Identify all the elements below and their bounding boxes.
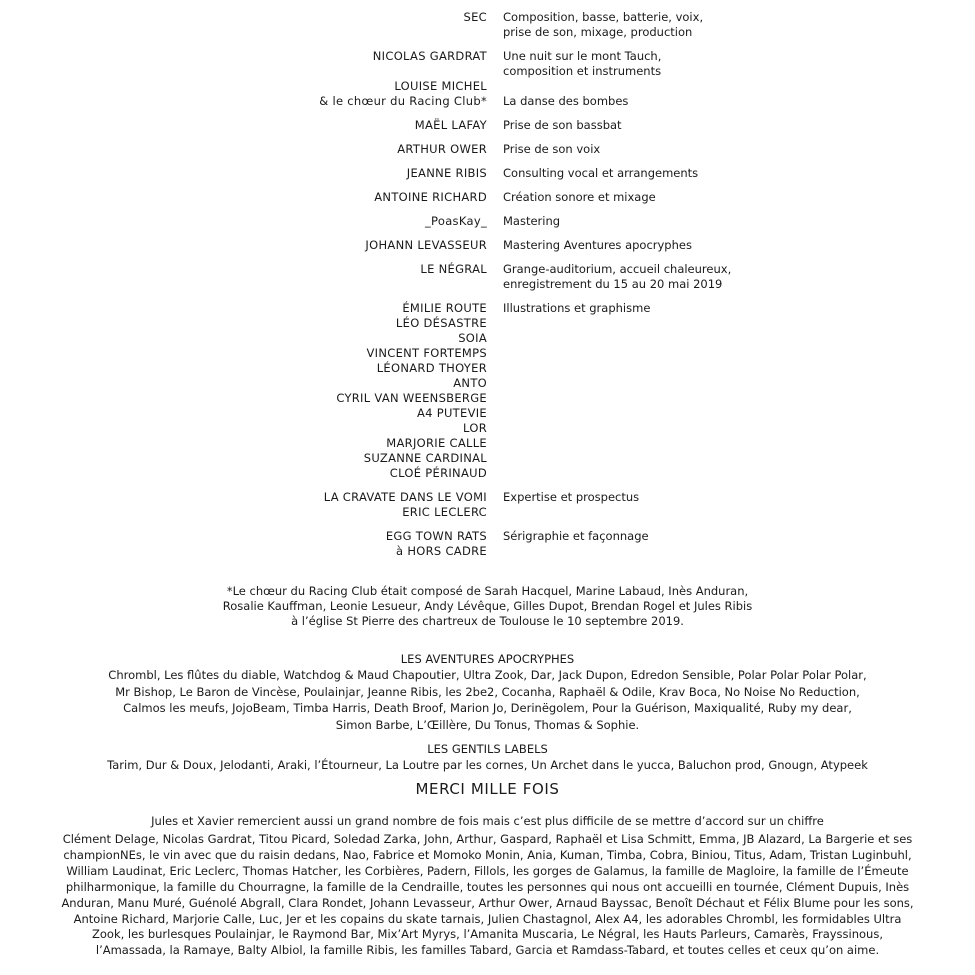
- thanks-line: Anduran, Manu Muré, Guénolé Abgrall, Clara Rondet, Johann Levasseur, Arthur Ower, Arnaud Bayssac, Benoît Déchaut et Félix Blume pour les sons,: [61, 895, 914, 910]
- credit-role: prise de son, mixage, production: [503, 25, 693, 39]
- footnote-line: à l’église St Pierre des chartreux de Toulouse le 10 septembre 2019.: [291, 614, 684, 628]
- credit-role: Sérigraphie et façonnage: [503, 529, 649, 543]
- footnote-line: *Le chœur du Racing Club était composé de Sarah Hacquel, Marine Labaud, Inès Anduran,: [226, 584, 749, 598]
- credit-name: LÉO DÉSASTRE: [395, 316, 487, 330]
- credits-list: [0, 10, 975, 568]
- credit-name: & le chœur du Racing Club*: [319, 94, 487, 108]
- credit-roles: [503, 301, 943, 481]
- footnote-line: Rosalie Kauffman, Leonie Lesueur, Andy Lévêque, Gilles Dupot, Brendan Rogel et Jules Ribis: [222, 599, 753, 613]
- credit-role: Création sonore et mixage: [503, 190, 656, 204]
- credit-row: [0, 262, 975, 292]
- thanks-line: Antoine Richard, Marjorie Calle, Luc, Jer et les copains du skate tarnais, Julien Chastagnol, Alex A4, les adorables Chrombl, les formidables Ultra: [73, 911, 902, 926]
- credit-roles: [503, 118, 943, 133]
- credit-name: JEANNE RIBIS: [406, 166, 487, 180]
- credit-name: NICOLAS GARDRAT: [372, 49, 487, 63]
- credit-name: SOIA: [458, 331, 487, 345]
- credit-names: [0, 10, 487, 40]
- credit-row: [0, 301, 975, 481]
- credit-roles: [503, 142, 943, 157]
- aventures-line: Simon Barbe, L’Œillère, Du Tonus, Thomas & Sophie.: [335, 717, 640, 732]
- credit-name: LE NÉGRAL: [420, 262, 487, 276]
- credit-role: Prise de son bassbat: [503, 118, 622, 132]
- merci-title: MERCI MILLE FOIS: [415, 780, 560, 798]
- credit-name: MAËL LAFAY: [414, 118, 487, 132]
- labels-title: LES GENTILS LABELS: [427, 742, 548, 756]
- thanks-line: championNEs, le vin avec que du raisin dedans, Nao, Fabrice et Momoko Monin, Ania, Kuman, Timba, Cobra, Biniou, Titus, Adam, Tristan Luginbuhl,: [63, 847, 912, 862]
- credit-roles: [503, 238, 943, 253]
- credit-row: [0, 214, 975, 229]
- credit-names: [0, 118, 487, 133]
- credit-name: ÉMILIE ROUTE: [402, 301, 487, 315]
- credit-name: CLOÉ PÉRINAUD: [389, 466, 487, 480]
- credit-name: ANTO: [453, 376, 487, 390]
- credit-roles: [503, 190, 943, 205]
- credit-name: MARJORIE CALLE: [386, 436, 487, 450]
- credit-row: [0, 142, 975, 157]
- credit-names: [0, 166, 487, 181]
- credit-names: [0, 262, 487, 292]
- credit-role: Composition, basse, batterie, voix,: [503, 10, 704, 24]
- credit-role: Une nuit sur le mont Tauch,: [503, 49, 662, 63]
- credit-role: Grange-auditorium, accueil chaleureux,: [503, 262, 732, 276]
- credit-roles: [503, 529, 943, 559]
- credit-row: [0, 166, 975, 181]
- credit-name: LOR: [463, 421, 487, 435]
- credit-role: Expertise et prospectus: [503, 490, 640, 504]
- thanks-line: Zook, les burlesques Poulainjar, le Raymond Bar, Mix’Art Myrys, l’Amanita Muscaria, Le Négral, les Hauts Parleurs, Camarès, Frayssinous,: [92, 927, 883, 942]
- credit-roles: [503, 262, 943, 292]
- credit-name: [0, 64, 487, 79]
- labels-line: Tarim, Dur & Doux, Jelodanti, Araki, l’Étourneur, La Loutre par les cornes, Un Archet dans le yucca, Baluchon prod, Gnougn, Atypeek: [107, 758, 868, 773]
- credit-name: ANTOINE RICHARD: [374, 190, 487, 204]
- credit-roles: [503, 166, 943, 181]
- credit-row: [0, 190, 975, 205]
- credit-roles: [503, 10, 943, 40]
- credit-name: VINCENT FORTEMPS: [366, 346, 487, 360]
- aventures-line: Calmos les meufs, JojoBeam, Timba Harris, Death Broof, Marion Jo, Derinëgolem, Pour la Guérison, Maxiqualité, Ruby my dear,: [123, 701, 852, 716]
- credit-name: à HORS CADRE: [396, 544, 487, 558]
- thanks-line: Clément Delage, Nicolas Gardrat, Titou Picard, Soledad Zarka, John, Arthur, Gaspard, Raphaël et Lisa Schmitt, Emma, JB Alazard, La Bargerie et ses: [62, 832, 913, 846]
- credit-name: _PoasKay_: [425, 214, 487, 228]
- credit-role: enregistrement du 15 au 20 mai 2019: [503, 277, 723, 291]
- aventures-title: LES AVENTURES APOCRYPHES: [400, 652, 575, 666]
- thanks-line: philharmonique, la famille du Chourragne, la famille de la Cendraille, toutes les personnes qui nous ont accueilli en tournée, Clément Dupuis, Inès: [65, 879, 910, 894]
- labels-section: [20, 741, 955, 774]
- credit-names: [0, 238, 487, 253]
- credit-roles: [503, 49, 943, 109]
- credit-names: [0, 301, 487, 481]
- aventures-section: [20, 651, 955, 733]
- credit-role: Consulting vocal et arrangements: [503, 166, 699, 180]
- credit-roles: [503, 214, 943, 229]
- credit-row: [0, 238, 975, 253]
- credit-names: [0, 190, 487, 205]
- thanks-list: [20, 832, 955, 959]
- credit-row: [0, 49, 975, 109]
- credit-names: [0, 529, 487, 559]
- aventures-line: Chrombl, Les flûtes du diable, Watchdog & Maud Chapoutier, Ultra Zook, Dar, Jack Dupon, Edredon Sensible, Polar Polar Polar Polar,: [108, 668, 867, 683]
- credit-row: [0, 490, 975, 520]
- credit-role: Illustrations et graphisme: [503, 301, 651, 315]
- credit-name: LA CRAVATE DANS LE VOMI: [323, 490, 487, 504]
- credit-names: [0, 214, 487, 229]
- credit-role: Mastering Aventures apocryphes: [503, 238, 692, 252]
- credit-names: [0, 490, 487, 520]
- thanks-line: l’Amassada, la Ramaye, Balty Albiol, la famille Ribis, les familles Tabard, Garcia et Ramdass-Tabard, et toutes celles et ceux qu’on aime.: [95, 943, 880, 958]
- credit-row: [0, 529, 975, 559]
- credit-names: [0, 49, 487, 109]
- credit-role: composition et instruments: [503, 64, 662, 78]
- credit-name: SUZANNE CARDINAL: [363, 451, 487, 465]
- credit-name: EGG TOWN RATS: [385, 529, 487, 543]
- credit-role: La danse des bombes: [503, 94, 629, 108]
- credit-names: [0, 142, 487, 157]
- credit-name: JOHANN LEVASSEUR: [365, 238, 487, 252]
- credit-name: CYRIL VAN WEENSBERGE: [336, 391, 487, 405]
- thanks-line: William Laudinat, Eric Leclerc, Thomas Hatcher, les Corbières, Padern, Fillols, les gorges de Galamus, la famille de Magloire, la famille de l’Émeute: [66, 863, 909, 878]
- credit-role: Prise de son voix: [503, 142, 601, 156]
- credit-roles: [503, 490, 943, 520]
- credit-name: LÉONARD THOYER: [376, 361, 487, 375]
- credit-name: ARTHUR OWER: [397, 142, 487, 156]
- credit-role: Mastering: [503, 214, 561, 228]
- credit-row: [0, 10, 975, 40]
- choir-footnote: [0, 584, 975, 629]
- credit-role: [503, 79, 943, 94]
- credit-name: LOUISE MICHEL: [394, 79, 487, 93]
- credit-name: ERIC LECLERC: [402, 505, 487, 519]
- credit-name: SEC: [463, 10, 487, 24]
- credit-name: A4 PUTEVIE: [416, 406, 487, 420]
- aventures-line: Mr Bishop, Le Baron de Vincèse, Poulainjar, Jeanne Ribis, les 2be2, Cocanha, Raphaël & Odile, Krav Boca, No Noise No Reduction,: [115, 684, 860, 699]
- credit-row: [0, 118, 975, 133]
- merci-note: Jules et Xavier remercient aussi un grand nombre de fois mais c’est plus difficile de se mettre d’accord sur un chiffre: [151, 814, 824, 828]
